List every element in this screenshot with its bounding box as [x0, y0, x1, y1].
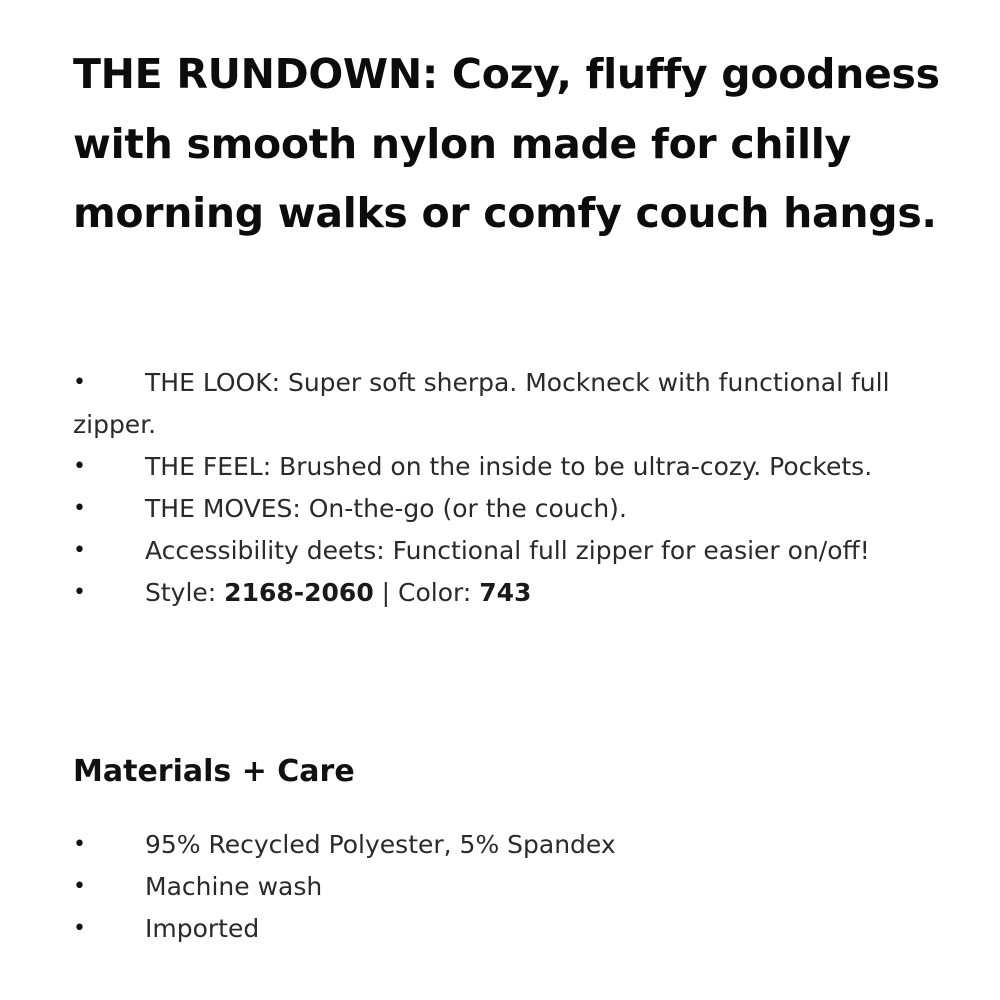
rundown-headline: THE RUNDOWN: Cozy, fluffy goodness with smooth nylon made for chilly morning walks or comfy couch hangs.: [73, 50, 940, 237]
materials-care-heading: Materials + Care: [73, 754, 355, 789]
origin-note: Imported: [145, 914, 260, 943]
separator: |: [373, 578, 399, 607]
feature-list: [73, 362, 893, 614]
bullet-icon: •: [73, 916, 86, 941]
list-item: [73, 362, 893, 446]
style-number: 2168-2060: [224, 578, 374, 607]
bullet-icon: •: [73, 538, 86, 563]
bullet-icon: •: [73, 370, 86, 395]
bullet-icon: •: [73, 454, 86, 479]
feature-look: THE LOOK: Super soft sherpa. Mockneck with functional full zipper.: [73, 368, 890, 439]
style-label: Style:: [145, 578, 225, 607]
color-code: 743: [479, 578, 532, 607]
list-item: [73, 908, 893, 950]
list-item: [73, 530, 893, 572]
list-item: [73, 866, 893, 908]
feature-accessibility: Accessibility deets: Functional full zipper for easier on/off!: [145, 536, 870, 565]
material-composition: 95% Recycled Polyester, 5% Spandex: [145, 830, 616, 859]
bullet-icon: •: [73, 496, 86, 521]
bullet-icon: •: [73, 580, 86, 605]
list-item: [73, 824, 893, 866]
feature-feel: THE FEEL: Brushed on the inside to be ultra-cozy. Pockets.: [145, 452, 873, 481]
care-instruction: Machine wash: [145, 872, 323, 901]
list-item: [73, 488, 893, 530]
bullet-icon: •: [73, 874, 86, 899]
color-label: Color:: [398, 578, 480, 607]
feature-moves: THE MOVES: On-the-go (or the couch).: [145, 494, 627, 523]
list-item: [73, 446, 893, 488]
materials-list: [73, 824, 893, 950]
style-color-item: [73, 572, 893, 614]
bullet-icon: •: [73, 832, 86, 857]
